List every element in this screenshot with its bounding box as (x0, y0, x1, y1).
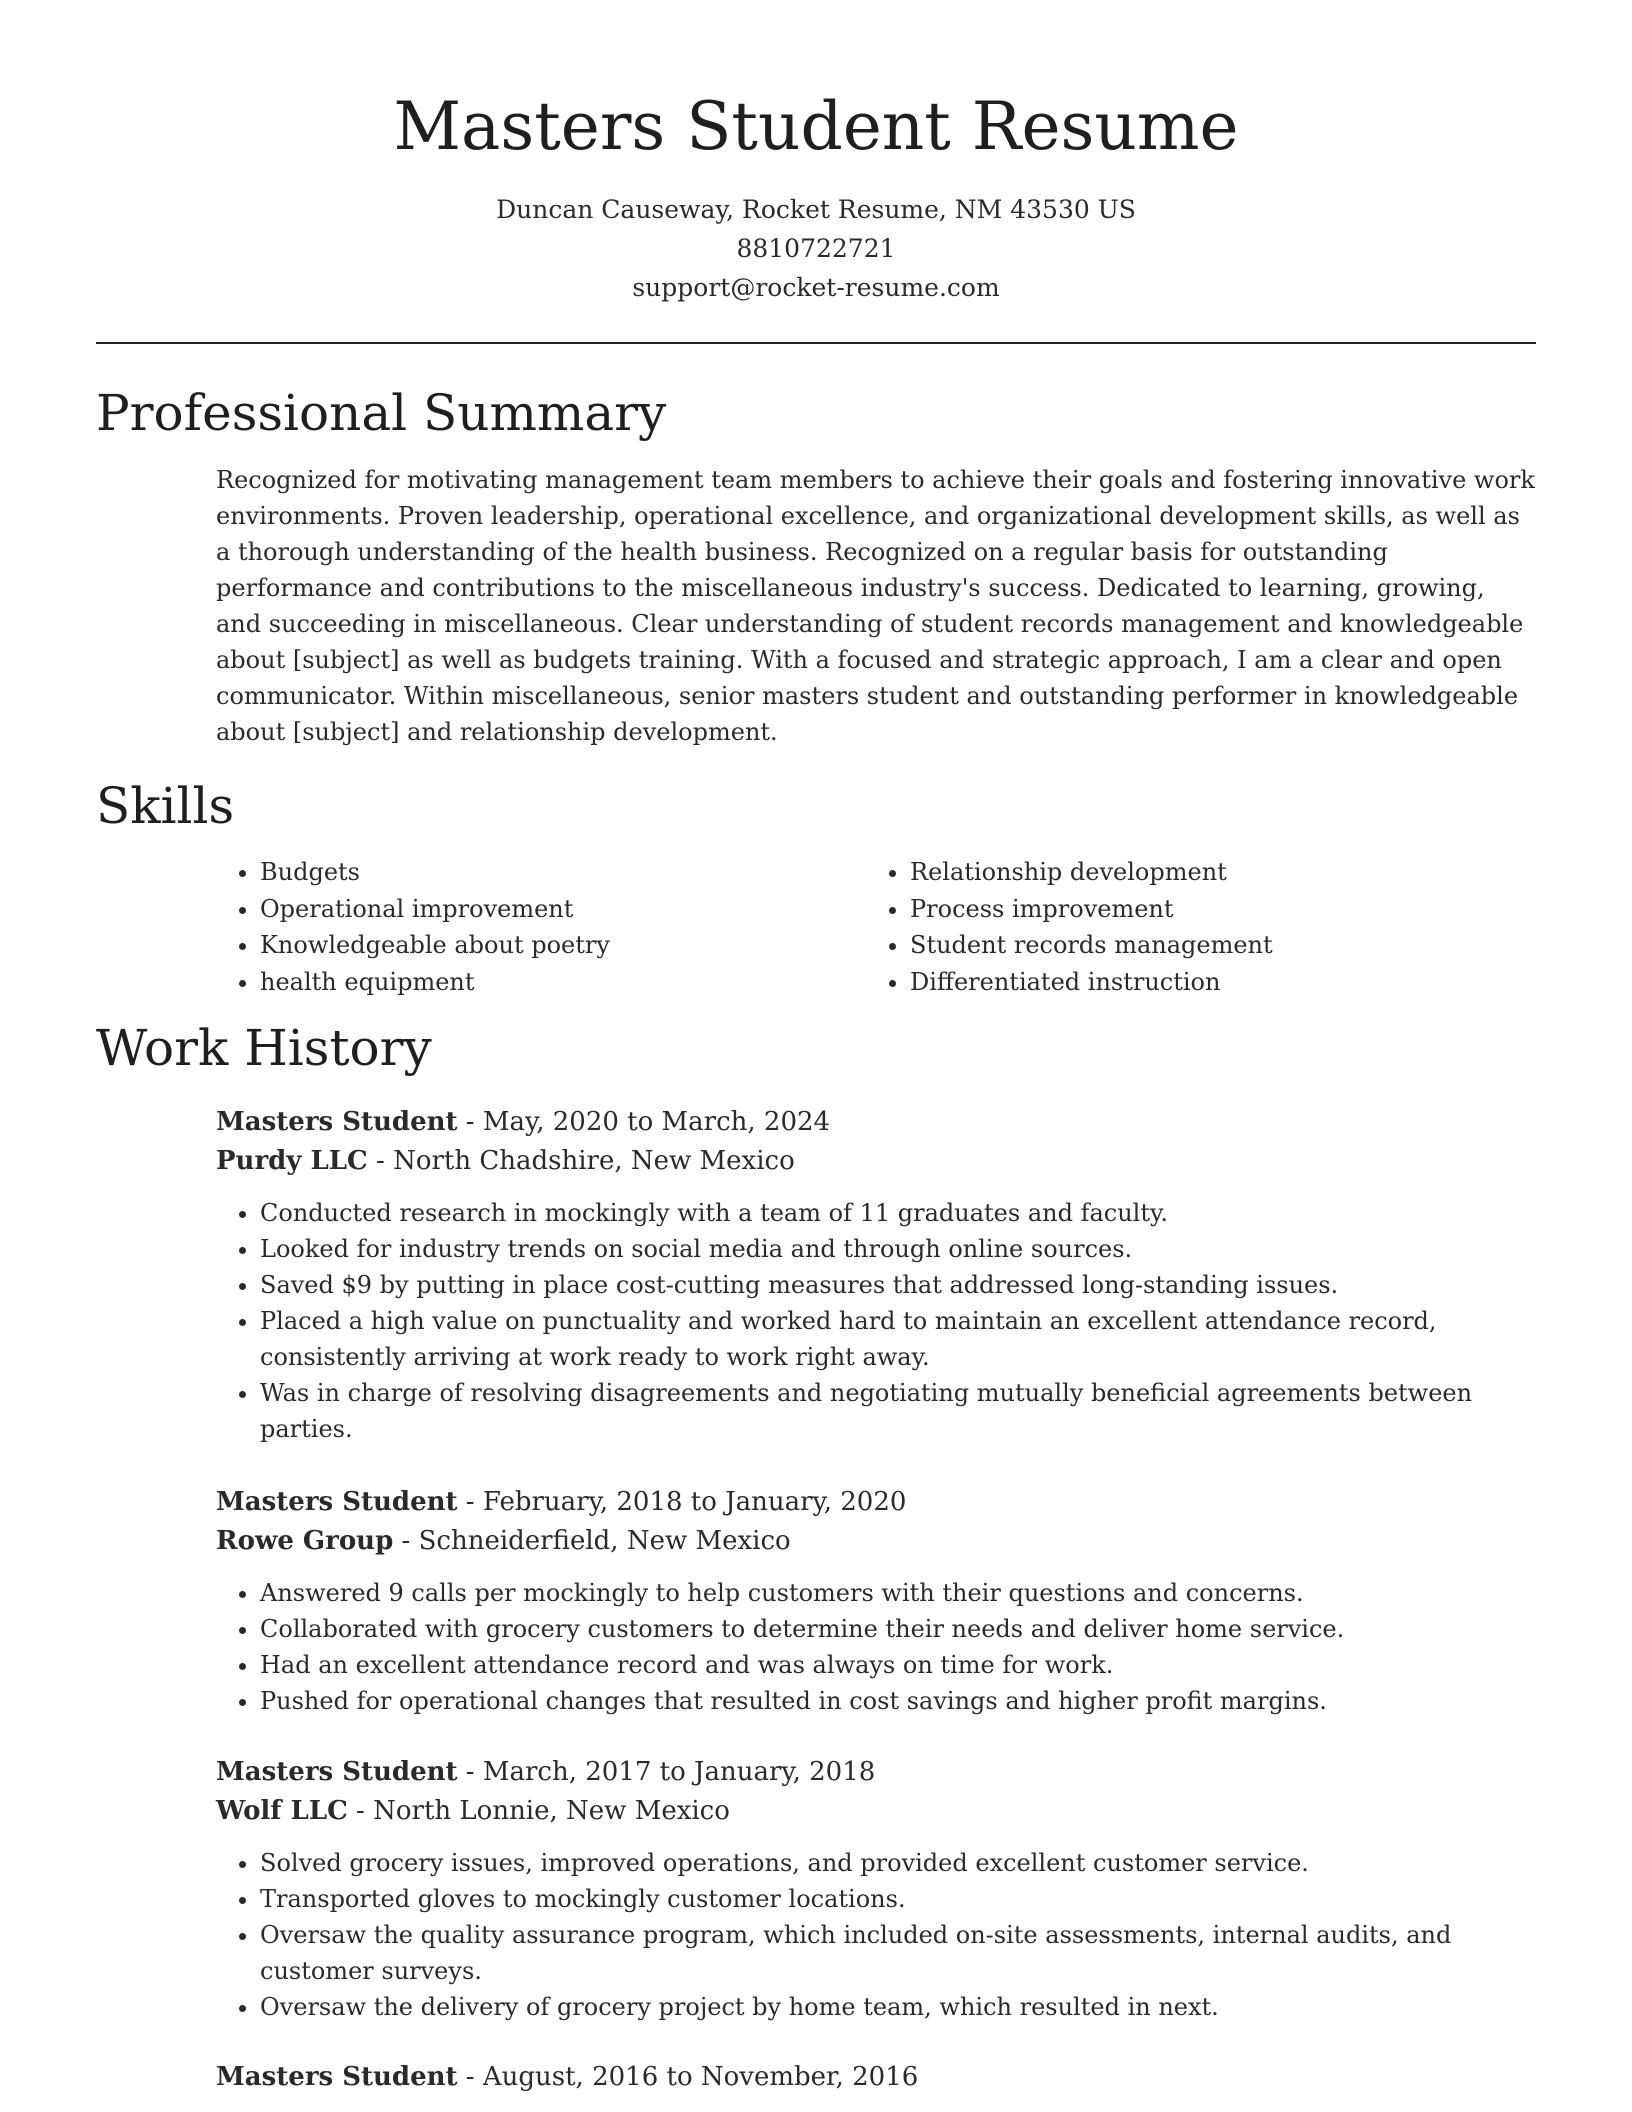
job-dates: - August, 2016 to November, 2016 (457, 2062, 919, 2092)
job-title: Masters Student (216, 1757, 458, 1787)
skill-item: • health equipment (260, 964, 610, 1001)
work-history-heading: Work History (96, 1019, 432, 1077)
skills-heading: Skills (96, 777, 235, 835)
job-location: - Schneiderfield, New Mexico (393, 1526, 791, 1556)
job-bullets (216, 1195, 1536, 1447)
job-entry (216, 1483, 1536, 1719)
job-company-line (216, 1792, 1536, 1831)
job-title-line (216, 1483, 1536, 1522)
skill-item: • Differentiated instruction (910, 964, 1273, 1001)
job-bullet: • Was in charge of resolving disagreements and negotiating mutually beneficial agreements between parties. (260, 1375, 1536, 1447)
job-bullet: • Collaborated with grocery customers to determine their needs and deliver home service. (260, 1611, 1536, 1647)
job-bullets (216, 1845, 1536, 2025)
job-company: Purdy LLC (216, 1146, 368, 1176)
job-location: - North Lonnie, New Mexico (347, 1796, 730, 1826)
contact-phone: 8810722721 (736, 234, 896, 263)
job-bullet: • Answered 9 calls per mockingly to help customers with their questions and concerns. (260, 1575, 1536, 1611)
contact-block (0, 190, 1632, 307)
skills-column-left (216, 854, 610, 1000)
job-bullet: • Oversaw the delivery of grocery project by home team, which resulted in next. (260, 1989, 1536, 2025)
job-location: - North Chadshire, New Mexico (367, 1146, 795, 1176)
job-dates: - March, 2017 to January, 2018 (457, 1757, 876, 1787)
job-company: Rowe Group (216, 1526, 394, 1556)
job-bullet: • Oversaw the quality assurance program, which included on-site assessments, internal audits, and customer surveys. (260, 1917, 1536, 1989)
job-bullets (216, 1575, 1536, 1719)
job-dates: - February, 2018 to January, 2020 (457, 1487, 907, 1517)
job-dates: - May, 2020 to March, 2024 (457, 1107, 831, 1137)
job-title-line (216, 2058, 1536, 2097)
header-divider (96, 342, 1536, 344)
page-title: Masters Student Resume (393, 88, 1239, 165)
job-company: Wolf LLC (216, 1796, 348, 1826)
skill-item: • Knowledgeable about poetry (260, 927, 610, 964)
job-bullet: • Pushed for operational changes that resulted in cost savings and higher profit margins. (260, 1683, 1536, 1719)
contact-email: support@rocket-resume.com (632, 273, 1000, 302)
skill-item: • Relationship development (910, 854, 1273, 891)
summary-heading: Professional Summary (96, 384, 667, 442)
job-bullet: • Had an excellent attendance record and was always on time for work. (260, 1647, 1536, 1683)
job-bullet: • Conducted research in mockingly with a team of 11 graduates and faculty. (260, 1195, 1536, 1231)
job-entry (216, 1753, 1536, 2025)
job-title: Masters Student (216, 1107, 458, 1137)
job-bullet: • Solved grocery issues, improved operations, and provided excellent customer service. (260, 1845, 1536, 1881)
skills-column-right (866, 854, 1273, 1000)
job-bullet: • Saved $9 by putting in place cost-cutting measures that addressed long-standing issues. (260, 1267, 1536, 1303)
job-company-line (216, 1142, 1536, 1181)
job-bullet: • Placed a high value on punctuality and worked hard to maintain an excellent attendance record, consistently arriving at work ready to work right away. (260, 1303, 1536, 1375)
skill-item: • Budgets (260, 854, 610, 891)
job-title-line (216, 1753, 1536, 1792)
contact-address: Duncan Causeway, Rocket Resume, NM 43530 US (496, 195, 1136, 224)
job-title-line (216, 1103, 1536, 1142)
job-bullet: • Looked for industry trends on social media and through online sources. (260, 1231, 1536, 1267)
skill-item: • Student records management (910, 927, 1273, 964)
summary-text: Recognized for motivating management team members to achieve their goals and fostering innovative work environments. Proven leadership, operational excellence, and organizational development skills, as well as a thorough understanding of the health business. Recognized on a regular basis for outstanding performance and contributions to the miscellaneous industry's success. Dedicated to learning, growing, and succeeding in miscellaneous. Clear understanding of student records management and knowledgeable about [subject] as well as budgets training. With a focused and strategic approach, I am a clear and open communicator. Within miscellaneous, senior masters student and outstanding performer in knowledgeable about [subject] and relationship development. (216, 466, 1535, 746)
job-bullet: • Transported gloves to mockingly customer locations. (260, 1881, 1536, 1917)
job-entry (216, 1103, 1536, 1447)
skill-item: • Operational improvement (260, 891, 610, 928)
job-title: Masters Student (216, 2062, 458, 2092)
job-title: Masters Student (216, 1487, 458, 1517)
job-entry (216, 2058, 1536, 2097)
skill-item: • Process improvement (910, 891, 1273, 928)
job-company-line (216, 1522, 1536, 1561)
